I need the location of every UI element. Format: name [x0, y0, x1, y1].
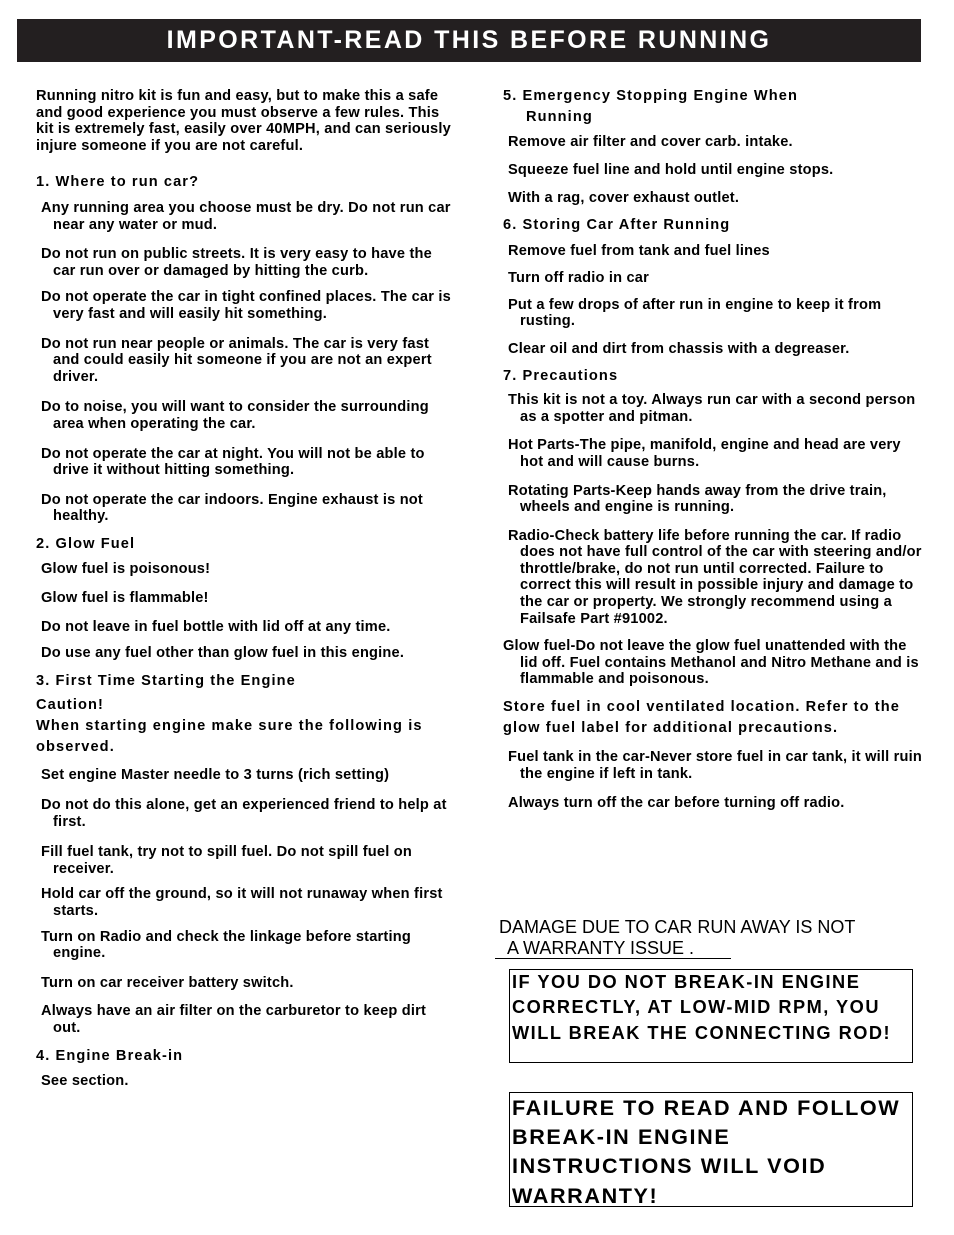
list-item: Turn on Radio and check the linkage before starting engine.	[41, 928, 411, 962]
intro-paragraph: Running nitro kit is fun and easy, but to make this a safe and good experience you must observe a few rules. This kit is extremely fast, easily over 40MPH, and can seriously injure someone if you are not careful.	[36, 88, 451, 154]
caution-note	[36, 695, 451, 758]
store-fuel-note: Store fuel in cool ventilated location. Refer to the glow fuel label for additional precautions.	[503, 699, 900, 737]
list-item: Do not run near people or animals. The car is very fast and could easily hit someone if you are not an expert driver.	[41, 335, 432, 385]
section-heading-precautions: 7. Precautions	[503, 367, 619, 384]
list-item: Radio-Check battery life before running the car. If radio does not have full control of the car with steering and/or throttle/brake, do not run until corrected. Failure to correct this will result in possible injury and damage to the car or property. We strongly recommend using a Failsafe Part #91002.	[508, 527, 922, 627]
left-column	[36, 88, 451, 1102]
list-item: Do not operate the car indoors. Engine exhaust is not healthy.	[41, 491, 423, 525]
list-item: Do use any fuel other than glow fuel in this engine.	[41, 645, 405, 662]
break-in-warning-box: IF YOU DO NOT BREAK-IN ENGINE CORRECTLY, AT LOW-MID RPM, YOU WILL BREAK THE CONNECTING ROD!	[509, 969, 913, 1063]
list-item: Any running area you choose must be dry. Do not run car near any water or mud.	[41, 199, 451, 233]
section-heading-emergency-stop	[503, 88, 923, 125]
list-item: Squeeze fuel line and hold until engine stops.	[508, 161, 834, 178]
caution-text: When starting engine make sure the following is observed.	[36, 718, 423, 756]
caution-title: Caution!	[36, 697, 104, 714]
section-heading-glow-fuel: 2. Glow Fuel	[36, 535, 136, 552]
list-item: Fill fuel tank, try not to spill fuel. Do not spill fuel on receiver.	[41, 844, 412, 877]
right-column	[503, 88, 923, 824]
list-item: Glow fuel is poisonous!	[41, 561, 211, 578]
void-warranty-warning-box: FAILURE TO READ AND FOLLOW BREAK-IN ENGINE INSTRUCTIONS WILL VOID WARRANTY!	[509, 1092, 913, 1207]
list-item: Remove air filter and cover carb. intake.	[508, 134, 793, 151]
list-item: Remove fuel from tank and fuel lines	[508, 242, 770, 259]
heading-line: Running	[526, 108, 593, 125]
list-item: Hot Parts-The pipe, manifold, engine and head are very hot and will cause burns.	[508, 437, 901, 470]
list-item: Fuel tank in the car-Never store fuel in car tank, it will ruin the engine if left in tank.	[508, 749, 923, 782]
list-item: Do not do this alone, get an experienced friend to help at first.	[41, 797, 447, 830]
section-heading-where-to-run: 1. Where to run car?	[36, 174, 200, 191]
warranty-warning	[499, 917, 924, 959]
list-item: Always have an air filter on the carburetor to keep dirt out.	[41, 1003, 427, 1036]
section-heading-break-in: 4. Engine Break-in	[36, 1047, 184, 1064]
warning-line: DAMAGE DUE TO CAR RUN AWAY IS NOT	[499, 917, 856, 937]
heading-line: 5. Emergency Stopping Engine When	[503, 88, 798, 104]
list-item: Glow fuel is flammable!	[41, 590, 209, 607]
glow-fuel-note: Glow fuel-Do not leave the glow fuel unattended with the lid off. Fuel contains Methanol and Nitro Methane and is flammable and poisonous.	[503, 638, 919, 688]
list-item: Do not leave in fuel bottle with lid off at any time.	[41, 618, 391, 635]
list-item: Hold car off the ground, so it will not runaway when first starts.	[41, 886, 443, 919]
section-heading-first-start: 3. First Time Starting the Engine	[36, 672, 296, 689]
list-item: Do not operate the car at night. You will not be able to drive it without hitting something.	[41, 445, 425, 479]
list-item: Do not run on public streets. It is very easy to have the car run over or damaged by hitting the curb.	[41, 246, 432, 279]
warning-line: A WARRANTY ISSUE .	[495, 938, 731, 960]
list-item: Turn off radio in car	[508, 270, 649, 287]
list-item: Rotating Parts-Keep hands away from the drive train, wheels and engine is running.	[508, 482, 887, 516]
list-item: Do not operate the car in tight confined places. The car is very fast and will easily hit something.	[41, 289, 451, 322]
page-title-banner: IMPORTANT-READ THIS BEFORE RUNNING	[17, 19, 921, 62]
list-item: See section.	[41, 1073, 129, 1090]
section-heading-storing: 6. Storing Car After Running	[503, 216, 731, 233]
list-item: This kit is not a toy. Always run car with a second person as a spotter and pitman.	[508, 392, 916, 425]
list-item: Do to noise, you will want to consider the surrounding area when operating the car.	[41, 399, 429, 432]
list-item: Put a few drops of after run in engine to keep it from rusting.	[508, 296, 882, 330]
list-item: Clear oil and dirt from chassis with a degreaser.	[508, 340, 850, 357]
list-item: Turn on car receiver battery switch.	[41, 974, 294, 991]
list-item: With a rag, cover exhaust outlet.	[508, 190, 740, 207]
list-item: Set engine Master needle to 3 turns (rich setting)	[41, 767, 390, 784]
list-item: Always turn off the car before turning off radio.	[508, 795, 845, 812]
